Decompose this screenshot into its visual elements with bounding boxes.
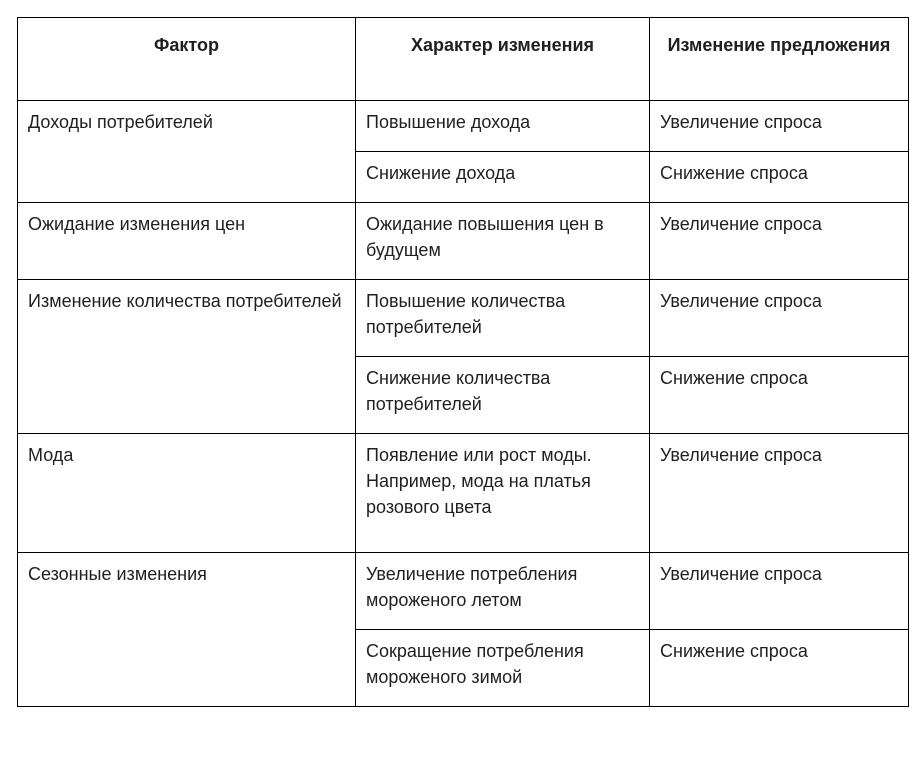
factor-cell: Изменение количества потребителей: [18, 280, 356, 434]
change-type-cell: Ожидание повышения цен в будущем: [356, 203, 650, 280]
effect-cell: Снижение спроса: [650, 630, 909, 707]
change-type-cell: Увеличение потребления мороженого летом: [356, 553, 650, 630]
table-row: [18, 101, 909, 152]
factor-cell: Мода: [18, 434, 356, 553]
header-change-type: Характер изменения: [356, 18, 650, 101]
effect-cell: Увеличение спроса: [650, 434, 909, 553]
table-row: [18, 553, 909, 630]
effect-cell: Снижение спроса: [650, 152, 909, 203]
effect-cell: Снижение спроса: [650, 357, 909, 434]
effect-cell: Увеличение спроса: [650, 203, 909, 280]
table-body: [18, 101, 909, 707]
change-type-cell: Снижение дохода: [356, 152, 650, 203]
header-factor: Фактор: [18, 18, 356, 101]
change-type-cell: Повышение дохода: [356, 101, 650, 152]
effect-cell: Увеличение спроса: [650, 101, 909, 152]
change-type-cell: Повышение количества потребителей: [356, 280, 650, 357]
table-row: [18, 280, 909, 357]
effect-cell: Увеличение спроса: [650, 553, 909, 630]
header-row: [18, 18, 909, 101]
change-type-cell: Сокращение потребления мороженого зимой: [356, 630, 650, 707]
change-type-cell: Появление или рост моды. Например, мода на платья розового цвета: [356, 434, 650, 553]
change-type-cell: Снижение количества потребителей: [356, 357, 650, 434]
table-header: [18, 18, 909, 101]
factor-cell: Ожидание изменения цен: [18, 203, 356, 280]
demand-factors-table: [17, 17, 909, 707]
effect-cell: Увеличение спроса: [650, 280, 909, 357]
table-row: [18, 434, 909, 553]
factor-cell: Сезонные изменения: [18, 553, 356, 707]
header-supply-change: Изменение предложения: [650, 18, 909, 101]
factor-cell: Доходы потребителей: [18, 101, 356, 203]
table-row: [18, 203, 909, 280]
